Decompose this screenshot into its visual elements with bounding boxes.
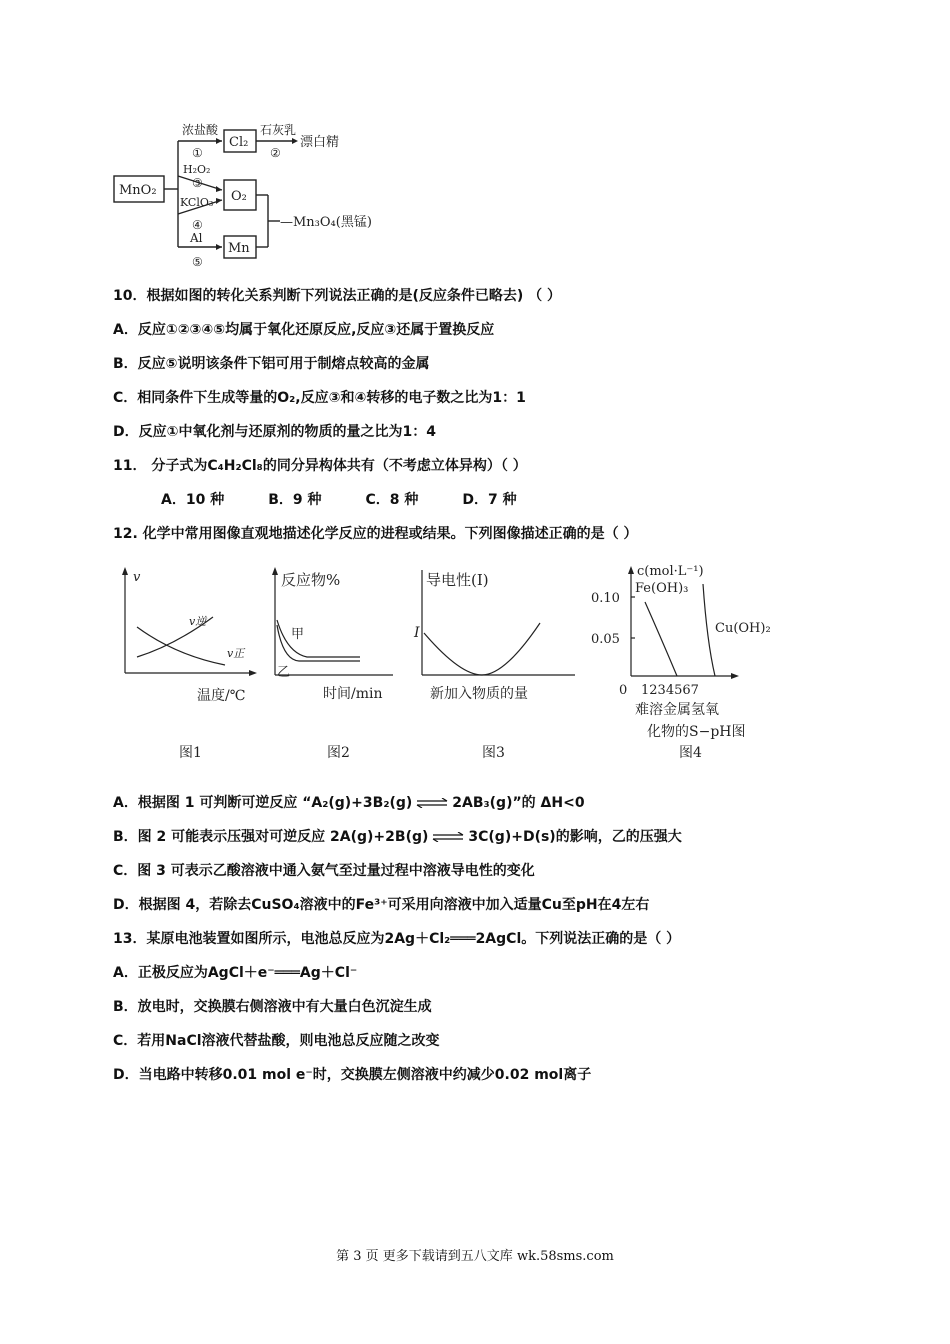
q12-option-a-pre: A．根据图 1 可判断可逆反应 “A₂(g)+3B₂(g)	[113, 795, 413, 811]
hcl-label: 浓盐酸	[182, 123, 219, 137]
q10-option-c: C．相同条件下生成等量的O₂,反应③和④转移的电子数之比为1：1	[113, 390, 526, 406]
figure-1	[115, 565, 265, 765]
fig4-xticks: 1234567	[641, 683, 699, 698]
curve-b	[277, 625, 360, 661]
fig4-series-fe: Fe(OH)₃	[635, 581, 689, 596]
fig1-ylabel: v	[133, 570, 141, 585]
step2-label: ②	[270, 146, 281, 160]
curve-fe-oh3	[645, 602, 677, 676]
fig4-caption: 图4	[679, 745, 702, 761]
q13-option-b: B．放电时，交换膜右侧溶液中有大量白色沉淀生成	[113, 999, 432, 1015]
q10-option-d: D．反应①中氧化剂与还原剂的物质的量之比为1：4	[113, 424, 436, 440]
q12-option-b-post: 3C(g)+D(s)的影响，乙的压强大	[468, 829, 682, 845]
al-label: Al	[190, 231, 203, 245]
q12-option-a	[113, 793, 585, 813]
q11-option-b: B．9 种	[268, 492, 322, 508]
h2o2-label: H₂O₂	[183, 163, 211, 176]
q12-stem: 12. 化学中常用图像直观地描述化学反应的进程或结果。下列图像描述正确的是（ ）	[113, 526, 638, 542]
fig2-curve-a-label: 甲	[291, 627, 305, 642]
fig1-caption: 图1	[179, 745, 202, 761]
step3-label: ③	[192, 176, 203, 190]
fig4-origin: 0	[619, 683, 628, 698]
cl2-label: Cl₂	[229, 135, 249, 150]
fig3-xlabel: 新加入物质的量	[430, 686, 528, 702]
figure-2	[265, 565, 405, 765]
conductivity-curve	[424, 623, 540, 675]
fig1-xlabel: 温度/℃	[197, 688, 246, 704]
fig2-xlabel: 时间/min	[323, 686, 383, 702]
fig4-ylabel: c(mol·L⁻¹)	[637, 564, 704, 579]
figure-4	[585, 560, 800, 765]
figure-3	[410, 565, 585, 765]
step5-label: ⑤	[192, 255, 203, 268]
q12-option-c: C．图 3 可表示乙酸溶液中通入氨气至过量过程中溶液导电性的变化	[113, 863, 535, 879]
q10-option-a: A．反应①②③④⑤均属于氧化还原反应,反应③还属于置换反应	[113, 322, 495, 338]
mno2-label: MnO₂	[119, 183, 157, 198]
curve-cu-oh2	[703, 584, 715, 676]
fig4-tick-005: 0.05	[591, 632, 620, 647]
q13-option-a: A．正极反应为AgCl＋e⁻═══Ag＋Cl⁻	[113, 965, 358, 981]
q13-option-c: C．若用NaCl溶液代替盐酸，则电池总反应随之改变	[113, 1033, 440, 1049]
equilibrium-arrow-icon	[432, 832, 464, 842]
fig4-xlabel-2: 化物的S−pH图	[647, 724, 746, 740]
fig4-tick-010: 0.10	[591, 591, 620, 606]
step1-label: ①	[192, 146, 203, 160]
fig4-xlabel-1: 难溶金属氢氧	[635, 702, 719, 718]
q12-option-b-pre: B．图 2 可能表示压强对可逆反应 2A(g)+2B(g)	[113, 829, 429, 845]
bleach-label: 漂白精	[300, 135, 340, 150]
mn-label: Mn	[228, 241, 250, 256]
q13-option-d: D．当电路中转移0.01 mol e⁻时，交换膜左侧溶液中约减少0.02 mol离子	[113, 1067, 592, 1083]
fig4-series-cu: Cu(OH)₂	[715, 621, 771, 636]
q12-option-d: D．根据图 4，若除去CuSO₄溶液中的Fe³⁺可采用向溶液中加入适量Cu至pH在4左右	[113, 897, 650, 913]
fig3-start-label: I	[414, 625, 420, 641]
q11-option-c: C．8 种	[365, 492, 419, 508]
curve-v-forward	[137, 627, 225, 665]
step4-label: ④	[192, 218, 203, 232]
q11-stem: 11． 分子式为C₄H₂Cl₈的同分异构体共有（不考虑立体异构）（ ）	[113, 458, 527, 474]
page-footer: 第 3 页 更多下载请到五八文库 wk.58sms.com	[336, 1249, 614, 1264]
q11-option-a: A．10 种	[161, 492, 225, 508]
mn3o4-label: —Mn₃O₄(黑锰)	[280, 215, 372, 230]
q10-stem: 10．根据如图的转化关系判断下列说法正确的是(反应条件已略去) （ ）	[113, 288, 562, 304]
fig2-caption: 图2	[327, 745, 350, 761]
fig2-ylabel: 反应物%	[281, 571, 341, 589]
limemilk-label: 石灰乳	[260, 123, 297, 137]
equilibrium-arrow-icon	[416, 798, 448, 808]
fig1-curve-forward-label: v正	[227, 647, 245, 660]
fig3-ylabel: 导电性(I)	[426, 571, 489, 589]
q11-option-d: D．7 种	[462, 492, 517, 508]
fig3-caption: 图3	[482, 745, 505, 761]
curve-a	[277, 620, 360, 657]
q12-option-a-post: 2AB₃(g)”的 ΔH<0	[452, 795, 585, 811]
fig1-curve-reverse-label: v逆	[189, 615, 207, 628]
q13-stem: 13．某原电池装置如图所示，电池总反应为2Ag＋Cl₂═══2AgCl。下列说法正确的是（ ）	[113, 931, 681, 947]
fig2-curve-b-label: 乙	[277, 665, 291, 680]
kclo3-label: KClO₃	[180, 196, 214, 209]
conversion-scheme	[110, 118, 410, 268]
o2-label: O₂	[231, 189, 247, 204]
q10-option-b: B．反应⑤说明该条件下铝可用于制熔点较高的金属	[113, 356, 430, 372]
q11-options	[161, 490, 561, 510]
q12-option-b	[113, 827, 682, 847]
